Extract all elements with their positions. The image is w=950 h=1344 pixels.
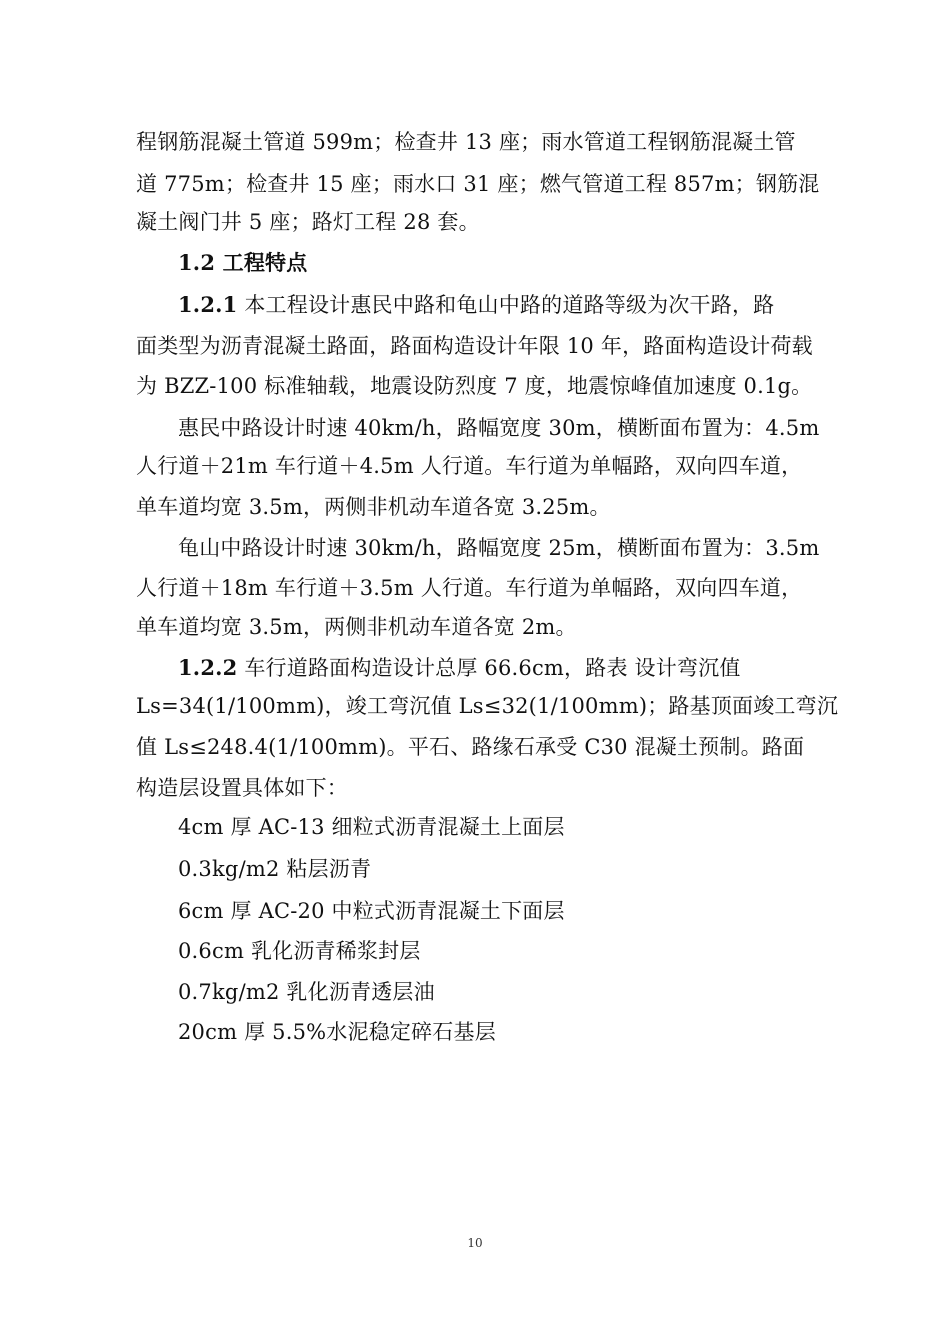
text-line: 人行道＋21m 车行道＋4.5m 人行道。车行道为单幅路，双向四车道， [136,454,803,478]
text-line: 惠民中路设计时速 40km/h，路幅宽度 30m，横断面布置为：4.5m [178,416,820,440]
layer-item: 6cm 厚 AC-20 中粒式沥青混凝土下面层 [178,899,565,923]
layer-item: 4cm 厚 AC-13 细粒式沥青混凝土上面层 [178,815,565,839]
text-line: 人行道＋18m 车行道＋3.5m 人行道。车行道为单幅路，双向四车道， [136,576,803,600]
text-line: 为 BZZ-100 标准轴载，地震设防烈度 7 度，地震惊峰值加速度 0.1g。 [136,374,813,398]
text-line: Ls=34(1/100mm)，竣工弯沉值 Ls≤32(1/100mm)；路基顶面竣工弯沉 [136,694,839,718]
layer-item: 20cm 厚 5.5%水泥稳定碎石基层 [178,1020,496,1044]
text-line: 值 Ls≤248.4(1/100mm)。平石、路缘石承受 C30 混凝土预制。路面 [136,735,805,759]
text-span: 本工程设计惠民中路和龟山中路的道路等级为次干路，路 [237,293,775,317]
layer-item: 0.6cm 乳化沥青稀浆封层 [178,939,421,963]
section-number: 1.2.2 [178,655,238,680]
text-line: 道 775m；检查井 15 座；雨水口 31 座；燃气管道工程 857m；钢筋混 [136,172,820,196]
section-number: 1.2.1 [178,292,238,317]
text-line: 构造层设置具体如下： [136,776,348,800]
text-span: 车行道路面构造设计总厚 66.6cm，路表 设计弯沉值 [237,656,741,680]
text-line: 龟山中路设计时速 30km/h，路幅宽度 25m，横断面布置为：3.5m [178,536,820,560]
page-number: 10 [467,1236,483,1250]
text-line: 单车道均宽 3.5m，两侧非机动车道各宽 3.25m。 [136,495,611,519]
section-1-2-1-first-line [178,290,826,320]
layer-item: 0.3kg/m2 粘层沥青 [178,857,372,881]
text-line: 单车道均宽 3.5m，两侧非机动车道各宽 2m。 [136,615,577,639]
text-line: 凝土阀门井 5 座；路灯工程 28 套。 [136,210,480,234]
text-line: 程钢筋混凝土管道 599m；检查井 13 座；雨水管道工程钢筋混凝土管 [136,130,796,154]
section-1-2-2-first-line [178,653,826,683]
text-line: 面类型为沥青混凝土路面，路面构造设计年限 10 年，路面构造设计荷载 [136,334,813,358]
layer-item: 0.7kg/m2 乳化沥青透层油 [178,980,435,1004]
section-heading: 1.2 工程特点 [178,250,308,275]
